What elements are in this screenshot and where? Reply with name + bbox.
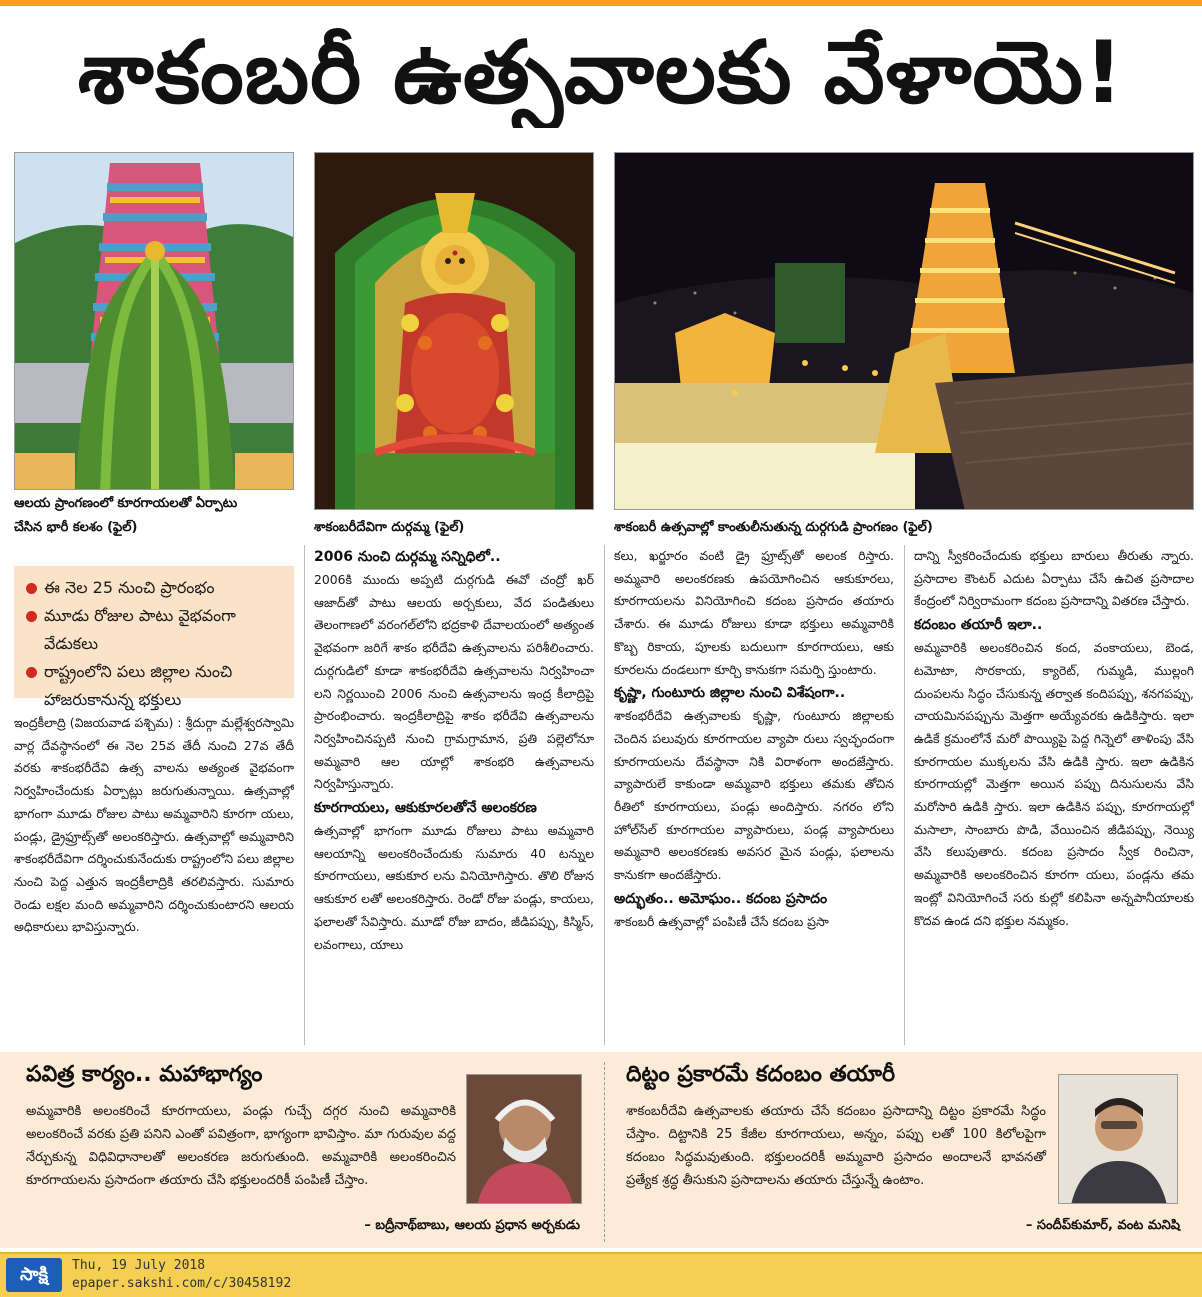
top-accent-bar (0, 0, 1202, 6)
subheading: కూరగాయలు, ఆకుకూరలతోనే అలంకరణ (314, 800, 537, 817)
photo-temple-kalasam (14, 152, 294, 490)
col3-text-b: శాకంభరీదేవి ఉత్సవాలకు కృష్ణా, గుంటూరు జిల్లాలకు చెందిన పలువురు కూరగాయల వ్యాపా రులు స్వచ్ఛందంగా కూరగాయలను దేవస్థానా నికి విరాళంగా అందజేస్తారు. వ్యాపారులే కాకుండా అమ్మవారి భక్తులు తమకు తోచిన రీతిలో కూరగాయలు, పండ్లు అందిస్తారు. నగరం లోని హోల్‌సేల్ కూరగాయల వ్యాపారులు, పండ్ల వ్యాపారులు అమ్మవారి అలంకరణకు అవసర మైన పండ్లు, ఫలాలను కానుకగా అందజేస్తారు. (614, 708, 894, 883)
quote-2-text: శాకంబరీదేవి ఉత్సవాలకు తయారు చేసే కదంబం ప్రసాదాన్ని దిట్టం ప్రకారమే సిద్ధం చేస్తాం. దిట్టానికి 25 కేజీల కూరగాయలు, అన్నం, పప్పు లతో 100 కిలోలపైగా కదంబం సిద్ధమవుతుంది. భక్తులందరికీ అమ్మవారి ప్రసాదం అందాలనే భావనతో ప్రత్యేక శ్రద్ధ తీసుకుని ప్రసాదాలను తయారు చేస్తున్నే ఉంటాం. (626, 1104, 1046, 1188)
box-divider (604, 1062, 605, 1242)
caption-photo-1: ఆలయ ప్రాంగణంలో కూరగాయలతో ఏర్పాటు చేసిన భారీ కలశం (ఫైల్) (14, 496, 238, 535)
article-column-1 (14, 712, 294, 1042)
col2-text-a: 2006కి ముందు అప్పటి దుర్గగుడి ఈవో చంద్రో ఖర్ ఆజాద్‌తో పాటు ఆలయ అర్చకులు, వేద పండితులు తెలంగాణలో వరంగల్‌లోని భద్రకాళి దేవాలయంలో అత్యంత వైభవంగా జరిగే శాకం భరీదేవి ఉత్సవాలను పరిశీలించారు. దుర్గగుడిలో కూడా శాకంభరీదేవి ఉత్సవాలను నిర్వహించా లని నిర్ణయించి 2006 నుంచి ఉత్సవాలను ఇంద్ర కీలాద్రిపై ప్రారంభించారు. ఇంద్రకీలాద్రిపై శాకం భరీదేవి ఉత్సవాలను నిర్వహించినప్పటి నుంచి గ్రామగ్రామాన, ప్రతి పల్లెలోనూ అమ్మవారి ఆల యాల్లో శాకంభరి ఉత్సవాలను నిర్వహిస్తున్నారు. (314, 572, 594, 792)
col3-text-c: శాకంబరీ ఉత్సవాల్లో పంపిణీ చేసే కదంబ ప్రసా (614, 913, 829, 929)
photo-goddess-shakambari (314, 152, 594, 510)
sakshi-logo: సాక్షి (6, 1258, 62, 1292)
col4-text-b: అమ్మవారికి అలంకరించిన కంద, వంకాయలు, బెండ, టమోటా, సొరకాయ, క్యారెట్, గుమ్మడి, ముల్లంగి దుంపలను సిద్ధం చేసుకున్న తర్వాత కందిపప్పు, శనగపప్పు, చాయమినపప్పును మెత్తగా అయ్యేవరకు ఉడికిస్తారు. ఇలా ఉడికే క్రమంలోనే మరో పొయ్యిపై పెద్ద గిన్నెలో తాళింపు వేసి కూరగాయల ముక్కలను వేసి ఉడికి స్తారు. ఇలా ఉడికిన కూరగాయల్లో మెత్తగా అయిన పప్పు దినుసులను వేసి మరోసారి ఉడికి స్తారు. ఇలా ఉడికిన పప్పు, కూరగాయల్లో మసాలా, సాంబారు పొడి, వేయించిన జీడిపప్పు, నెయ్యి వేసి కలుపుతారు. కదంబ ప్రసాదం స్వీక రించినా, అమ్మవారికి అలంకరించిన కూరగా యలు, పండ్లను తమ ఇంట్లో వినియోగించే సరు కుల్లో కలిపినా అన్నపానీయాలకు కొదవ ఉండ దని భక్తుల నమ్మకం. (914, 640, 1194, 928)
highlight-item: మూడు రోజుల పాటు వైభవంగా వేడుకలు (24, 602, 284, 658)
col4-text-a: దాన్ని స్వీకరించేందుకు భక్తులు బారులు తీరుతు న్నారు. ప్రసాదాల కౌంటర్ ఎదుట ఏర్పాటు చేసే ఉచిత ప్రసాదాల కేంద్రంలో నిర్విరామంగా కదంబ ప్రసాదాన్ని వితరణ చేస్తారు. (914, 548, 1194, 609)
footer-date: Thu, 19 July 2018 (72, 1258, 206, 1273)
column-divider (904, 545, 905, 1045)
col1-text: ఇంద్రకీలాద్రి (విజయవాడ పశ్చిమ) : శ్రీదుర్గా మల్లేశ్వరస్వామి వార్ల దేవస్థానంలో ఈ నెల 25వ తేదీ నుంచి 27వ తేదీ వరకు శాకంభరీదేవి ఉత్స వాలను అత్యంత వైభవంగా నిర్వహించేందుకు ఏర్పాట్లు జరుగుతున్నాయి. ఉత్సవాల్లో భాగంగా మూడు రోజుల పాటు అమ్మవారిని కూరగా యలు, పండ్లు, డ్రైఫ్రూట్స్‌తో అలంకరిస్తారు. ఉత్సవాల్లో అమ్మవారిని శాకంభరీదేవిగా దర్శించుకునేందుకు రాష్ట్రంలోని పలు జిల్లాల నుంచి పెద్ద ఎత్తున ఇంద్రకీలాద్రికి తరలివస్తారు. సుమారు రెండు లక్షల మంది అమ్మవారిని దర్శించుకుంటారని ఆలయ అధికారులు భావిస్తున్నారు. (14, 715, 294, 935)
col2-text-b: ఉత్సవాల్లో భాగంగా మూడు రోజులు పాటు అమ్మవారి ఆలయాన్ని అలంకరించేందుకు సుమారు 40 టన్నుల కూరగాయలు, ఆకుకూర లను వినియోగిస్తారు. తొలి రోజున ఆకుకూర లతో అలంకరిస్తారు. రెండో రోజు పండ్లు, కాయలు, ఫలాలతో సేవిస్తారు. మూడో రోజు బాదం, జీడిపప్పు, కిస్మిస్, లవంగాలు, యాలు (314, 823, 594, 952)
highlight-item: ఈ నెల 25 నుంచి ప్రారంభం (24, 574, 284, 602)
subheading: కదంబం తయారీ ఇలా.. (914, 617, 1043, 634)
highlights-box (14, 566, 294, 709)
quote-1-text: అమ్మవారికి అలంకరించే కూరగాయలు, పండ్లు గుచ్చే దగ్గర నుంచి అమ్మవారికి అలంకరించే వరకు ప్రతి పనిని ఎంతో పవిత్రంగా, భాగ్యంగా భావిస్తాం. మా గురువుల వద్ద నేర్చుకున్న విధివిధానాలతో అలంకరణ జరుగుతుంది. అమ్మవారికి అలంకరించిన కూరగాయలను ప్రసాదంగా తయారు చేసి భక్తులందరికీ పంపిణీ చేస్తాం. (26, 1104, 456, 1188)
column-divider (304, 545, 305, 1045)
footer-url[interactable]: epaper.sakshi.com/c/30458192 (72, 1276, 292, 1291)
photo-priest (466, 1074, 582, 1204)
column-divider (604, 545, 605, 1045)
article-column-3 (614, 545, 894, 1045)
article-column-2 (314, 545, 594, 1045)
subheading: 2006 నుంచి దుర్గమ్మ సన్నిధిలో.. (314, 549, 501, 565)
caption-photo-2: శాకంబరీదేవిగా దుర్గమ్మ (ఫైల్) (314, 520, 465, 535)
photo-cook (1058, 1074, 1178, 1204)
article-column-4 (914, 545, 1194, 1045)
quote-1-title: పవిత్ర కార్యం.. మహాభాగ్యం (26, 1062, 263, 1087)
headline: శాకంబరీ ఉత్సవాలకు వేళాయె! (77, 23, 1125, 123)
photo-temple-night (614, 152, 1194, 510)
quote-2-signature: – సందీప్‌కుమార్, వంట మనిషి (1025, 1218, 1180, 1233)
caption-photo-3: శాకంబరీ ఉత్సవాల్లో కాంతులీనుతున్న దుర్గగుడి ప్రాంగణం (ఫైల్) (614, 520, 933, 535)
quote-2-title: దిట్టం ప్రకారమే కదంబం తయారీ (626, 1062, 896, 1087)
quote-1-signature: – బద్రీనాథ్‌బాబు, ఆలయ ప్రధాన అర్చకుడు (364, 1218, 580, 1233)
highlight-item: రాష్ట్రంలోని పలు జిల్లాల నుంచి హాజరుకానున్న భక్తులు (24, 658, 284, 714)
subheading: అద్భుతం.. అమోఘం.. కదంబ ప్రసాదం (614, 890, 828, 907)
col3-text-a: కలు, ఖర్జూరం వంటి డ్రై ఫ్రూట్స్‌తో అలంక రిస్తారు. అమ్మవారి అలంకరణకు ఉపయోగించిన ఆకుకూరలు, కూరగాయలను వినియోగించి కదంబ ప్రసాదం తయారు చేశారు. ఈ మూడు రోజులు కూడా భక్తులు అమ్మవారికి కొబ్బ రికాయ, పూలకు బదులుగా కూరగాయలు, ఆకు కూరలను దండలుగా కూర్చి కానుకగా సమర్పి స్తుంటారు. (614, 548, 894, 677)
subheading: కృష్ణా, గుంటూరు జిల్లాల నుంచి విశేషంగా.. (614, 685, 846, 702)
